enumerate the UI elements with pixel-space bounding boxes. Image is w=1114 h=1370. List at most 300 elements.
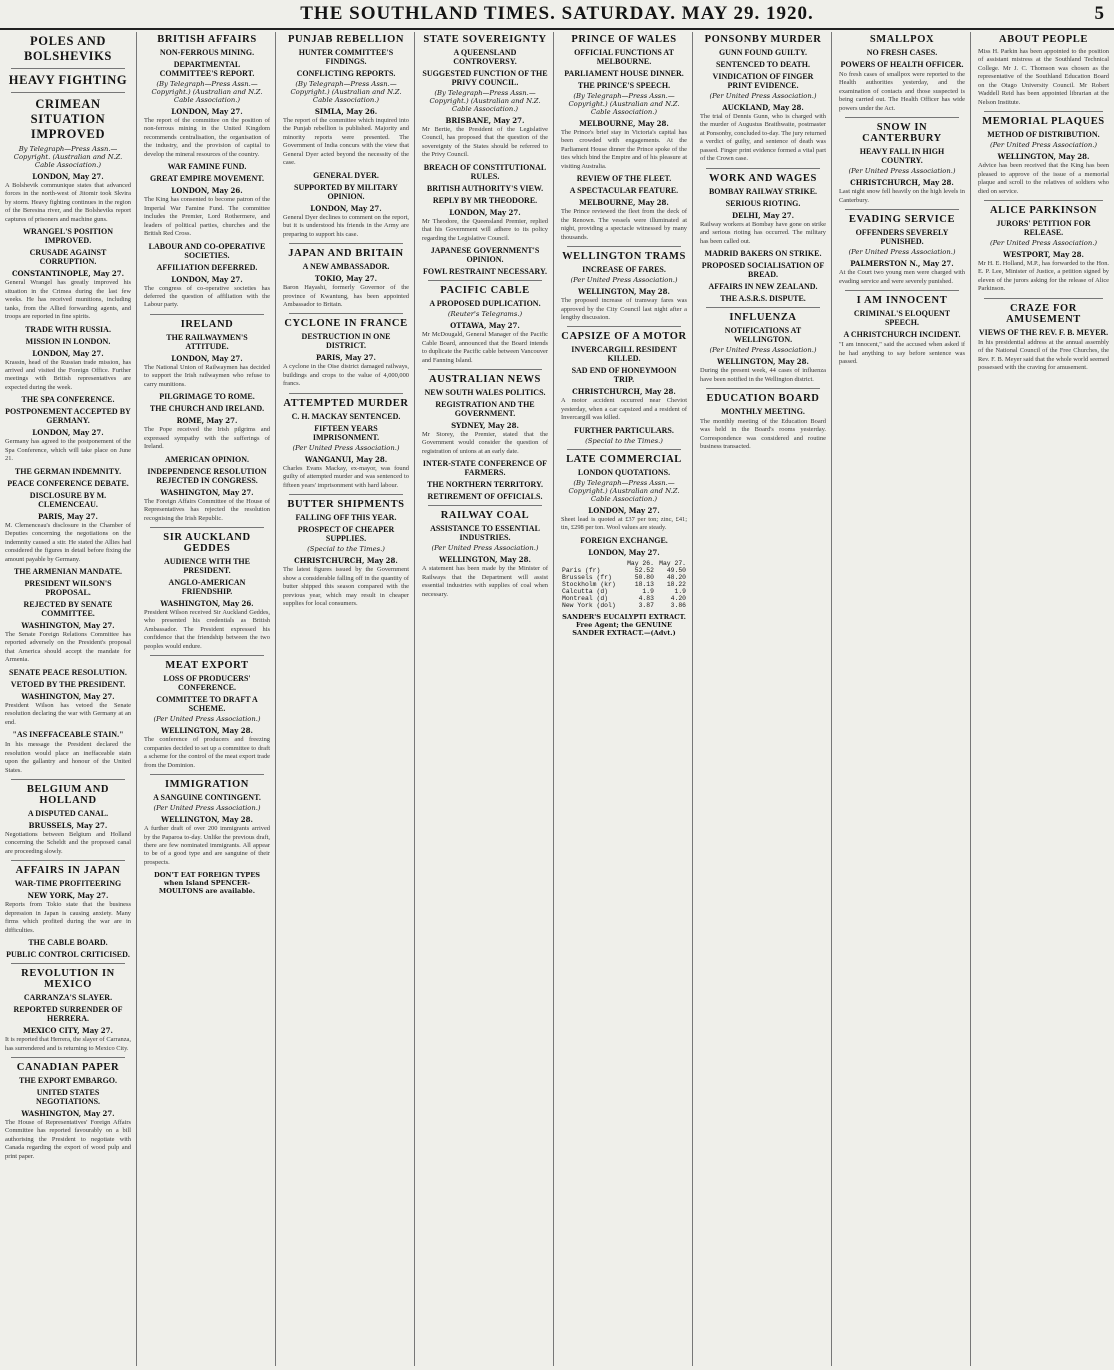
subheading: CRIMINAL'S ELOQUENT SPEECH.	[853, 309, 951, 328]
article-headline: CAPSIZE OF A MOTOR	[561, 331, 687, 343]
article-text: It is reported that Herrera, the slayer of Carranza, has surrendered and is returning to Mexico City.	[5, 1036, 131, 1052]
dateline: LONDON, May 27.	[171, 274, 243, 284]
article-text: The monthly meeting of the Education Board was held in the Board's rooms yesterday. Correspondence was considered and routine business transacted.	[700, 417, 826, 451]
article-text: A motor accident occurred near Cheviot yesterday, when a car capsized and a resident of Invercargill was killed.	[561, 397, 687, 422]
subheading: BOMBAY RAILWAY STRIKE.	[708, 186, 818, 196]
wire-credit: (Per United Press Association.)	[292, 443, 400, 452]
dateline: LONDON, May 27.	[588, 505, 660, 515]
subheading: UNITED STATES NEGOTIATIONS.	[35, 1088, 101, 1107]
article-headline: ATTEMPTED MURDER	[283, 397, 409, 409]
dateline: WASHINGTON, May 26.	[160, 598, 254, 608]
subheading: FALLING OFF THIS YEAR.	[295, 513, 397, 523]
subheading: PROSPECT OF CHEAPER SUPPLIES.	[297, 525, 395, 544]
article-text: The conference of producers and freezing companies decided to set up a committee to draft a scheme for the control of the meat export trade from the Dominion.	[144, 736, 270, 769]
article-headline: BELGIUM AND HOLLAND	[26, 783, 110, 806]
article-text: No fresh cases of smallpox were reported to the Health authorities yesterday, and the examination of contacts and those suspected is being carried out. The Health Officer has wide powers under the Act.	[839, 71, 965, 112]
table-row	[561, 602, 687, 609]
subheading: MADRID BAKERS ON STRIKE.	[704, 249, 822, 259]
article-headline: REVOLUTION IN MEXICO	[21, 968, 115, 991]
table-cell: Paris (fr)	[562, 566, 601, 574]
wire-credit: (By Telegraph—Press Assn.—Copyright.) (Australian and N.Z. Cable Association.)	[568, 92, 680, 116]
article-headline: BUTTER SHIPMENTS	[287, 499, 405, 511]
article-text: M. Clemenceau's disclosure in the Chamber of Deputies concerning the negotiations on the indemnity caused a stir. He stated the Allies had considered the figures in detail before fixing the amount payable by Germany.	[5, 521, 131, 563]
dateline: PARIS, May 27.	[316, 353, 376, 363]
subheading: NOTIFICATIONS AT WELLINGTON.	[724, 326, 802, 345]
article-text: "I am innocent," said the accused when asked if he had anything to say before sentence was passed.	[839, 341, 965, 365]
table-row	[561, 595, 687, 602]
column-3	[278, 32, 415, 1366]
dateline: LONDON, May 27.	[171, 107, 243, 116]
subheading: VETOED BY THE PRESIDENT.	[10, 679, 126, 689]
dateline: SIMLA, May 26.	[314, 107, 378, 116]
column-rule	[984, 298, 1103, 299]
article-text: The latest figures issued by the Government show a considerable falling off in the quantity of butter shipped this season compared with the previous year, which may result in cheaper supplies for local consumers.	[283, 566, 409, 607]
article-text: The trial of Dennis Gunn, who is charged with the murder of Augustus Braithwaite, postmaster at Ponsonby, concluded to-day. The jury returned a verdict of guilty, and sentence of death was passed. Finger print evidence formed a vital part of the Crown case.	[700, 113, 826, 163]
dateline: LONDON, May 27.	[32, 348, 104, 358]
table-cell: 4.20	[670, 594, 686, 602]
article-text: Baron Hayashi, formerly Governor of the province of Kwantung, has been appointed Ambassador to Britain.	[283, 284, 409, 308]
dateline: LONDON, May 27.	[32, 172, 104, 181]
dateline: WELLINGTON, May 28.	[997, 152, 1090, 162]
subheading: WRANGEL'S POSITION IMPROVED.	[22, 227, 114, 246]
subheading: FURTHER PARTICULARS.	[574, 425, 674, 435]
column-rule	[289, 393, 403, 394]
dateline: DELHI, May 27.	[731, 210, 795, 220]
wire-credit: (Per United Press Association.)	[709, 346, 817, 355]
subheading: DEPARTMENTAL COMMITTEE'S REPORT.	[159, 60, 255, 78]
subheading: A DISPUTED CANAL.	[27, 808, 109, 818]
article-text: Sheet lead is quoted at £37 per ton; zinc, £41; tin, £298 per ton. Wool values are steady.	[561, 515, 687, 532]
wire-credit: (Per United Press Association.)	[848, 167, 956, 176]
subheading: NON-FERROUS MINING.	[159, 48, 255, 57]
column-rule	[11, 779, 125, 780]
article-headline: IMMIGRATION	[165, 779, 249, 791]
column-1	[0, 32, 137, 1366]
article-headline: PONSONBY MURDER	[704, 34, 822, 45]
column-rule	[428, 505, 542, 506]
subheading: RETIREMENT OF OFFICIALS.	[427, 492, 543, 502]
page-number: 5	[1094, 3, 1104, 24]
table-cell: Stockholm (kr)	[562, 580, 616, 588]
column-rule	[706, 388, 820, 389]
table-header-cell	[561, 560, 623, 567]
article-text: The Prince reviewed the fleet from the deck of the Renown. The vessels were illuminated at night, providing a spectacle witnessed by many thousands.	[561, 208, 687, 241]
subheading: MISSION IN LONDON.	[25, 336, 111, 346]
subheading: REVIEW OF THE FLEET.	[576, 174, 672, 184]
dateline: WELLINGTON, May 28.	[161, 815, 253, 825]
column-rule	[845, 290, 959, 291]
subheading: JURORS' PETITION FOR RELEASE.	[996, 218, 1091, 237]
column-rule	[428, 280, 542, 281]
article-text: Krassin, head of the Russian trade mission, has arrived and visited the Foreign Office. Further meetings with British representatives are expected during the week.	[5, 358, 131, 391]
article-headline: ABOUT PEOPLE	[999, 34, 1088, 45]
subheading: METHOD OF DISTRIBUTION.	[987, 130, 1100, 140]
dateline: TOKIO, May 27.	[314, 274, 378, 284]
article-headline: HEAVY FIGHTING	[8, 73, 128, 87]
subheading: CRUSADE AGAINST CORRUPTION.	[29, 248, 107, 267]
subheading: GREAT EMPIRE MOVEMENT.	[149, 174, 264, 184]
dateline: WELLINGTON, May 28.	[578, 287, 670, 297]
subheading: BRITISH AUTHORITY'S VIEW.	[426, 183, 544, 193]
table-cell: Calcutta (d)	[562, 587, 609, 595]
subheading: ANGLO-AMERICAN FRIENDSHIP.	[168, 577, 246, 596]
subheading: THE NORTHERN TERRITORY.	[427, 480, 543, 490]
column-rule	[11, 1057, 125, 1058]
dateline: LONDON, May 27.	[32, 428, 104, 438]
wire-credit: (Special to the Times.)	[307, 545, 385, 554]
table-cell: 49.50	[666, 566, 686, 574]
subheading: REPORTED SURRENDER OF HERRERA.	[13, 1005, 123, 1024]
table-row	[561, 581, 687, 588]
table-cell: 18.13	[634, 580, 654, 588]
article-text: A cyclone in the Oise district damaged railways, buildings and crops to the value of 4,000,000 francs.	[283, 363, 409, 388]
column-rule	[567, 326, 681, 327]
column-rule	[150, 655, 264, 656]
article-text: Mr Bertie, the President of the Legislative Council, has proposed that the question of the sovereignty of the States should be referred to the Privy Council.	[422, 126, 548, 159]
dateline: PARIS, May 27.	[38, 511, 98, 521]
subheading: PEACE CONFERENCE DEBATE.	[7, 478, 129, 488]
subheading: DISCLOSURE BY M. CLEMENCEAU.	[29, 490, 107, 509]
article-text: The King has consented to become patron of the Imperial War Famine Fund. The committee includes the Premier, Lord Rothermere, and leaders of political parties, churches and the British Red Cross.	[144, 196, 270, 238]
article-headline: WELLINGTON TRAMS	[562, 251, 686, 263]
subheading: THE CABLE BOARD.	[28, 938, 108, 948]
subheading: GENERAL DYER.	[313, 170, 379, 180]
article-text: A Bolshevik communique states that advanced forces in the north-west of Jitomir took Skvira by storm. Heavy fighting continues in the region of the Beresina river, and the Bolsheviks report captures of prisoners and machine guns.	[5, 182, 131, 223]
subheading: LOSS OF PRODUCERS' CONFERENCE.	[163, 674, 251, 693]
subheading: INDEPENDENCE RESOLUTION REJECTED IN CONGRESS.	[147, 466, 267, 485]
subheading: REJECTED BY SENATE COMMITTEE.	[23, 599, 113, 618]
article-headline: CYCLONE IN FRANCE	[284, 318, 408, 330]
subheading: TRADE WITH RUSSIA.	[25, 324, 111, 334]
subheading: OFFENDERS SEVERELY PUNISHED.	[855, 228, 949, 247]
table-header-cell: May 27.	[659, 559, 686, 567]
dateline: WELLINGTON, May 28.	[439, 555, 531, 565]
article-headline: MEAT EXPORT	[165, 660, 249, 672]
article-text: Mr Storey, the Premier, stated that the Government would consider the question of registration of unions at an early date.	[422, 430, 548, 455]
subheading: MONTHLY MEETING.	[721, 406, 805, 416]
subheading: INVERCARGILL RESIDENT KILLED.	[571, 345, 677, 364]
wire-credit: (Per United Press Association.)	[153, 804, 261, 813]
column-rule	[289, 313, 403, 314]
dateline: WASHINGTON, May 27.	[21, 1109, 115, 1119]
table-row	[561, 567, 687, 574]
subheading: FOREIGN EXCHANGE.	[580, 535, 668, 545]
dateline: BRISBANE, May 27.	[445, 116, 525, 125]
subheading: CONFLICTING REPORTS.	[296, 69, 396, 78]
subheading: THE A.S.R.S. DISPUTE.	[720, 294, 806, 304]
table-cell: New York (dol)	[562, 601, 616, 609]
subheading: WAR FAMINE FUND.	[167, 162, 247, 172]
article-text: During the present week, 44 cases of influenza have been notified in the Wellington district.	[700, 367, 826, 383]
subheading: A NEW AMBASSADOR.	[302, 262, 390, 272]
wire-credit: (Reuter's Telegrams.)	[447, 310, 523, 319]
wire-credit: (By Telegraph—Press Assn.—Copyright.) (Australian and N.Z. Cable Association.)	[429, 89, 541, 113]
column-6	[695, 32, 832, 1366]
dateline: MELBOURNE, May 28.	[579, 119, 669, 128]
article-headline: JAPAN AND BRITAIN	[288, 248, 404, 260]
subheading: PROPOSED SOCIALISATION OF BREAD.	[701, 261, 825, 280]
article-headline: SMALLPOX	[869, 34, 935, 45]
table-row	[561, 574, 687, 581]
table-cell: Brussels (fr)	[562, 573, 612, 581]
article-text: The Foreign Affairs Committee of the House of Representatives has rejected the resolution recognising the Irish Republic.	[144, 497, 270, 522]
article-headline: STATE SOVEREIGNTY	[423, 34, 547, 45]
article-headline: AFFAIRS IN JAPAN	[15, 865, 121, 877]
column-rule	[428, 369, 542, 370]
subheading: AFFILIATION DEFERRED.	[156, 262, 258, 272]
exchange-table	[561, 560, 687, 609]
subheading: SERIOUS RIOTING.	[725, 198, 801, 208]
advertisement: SANDER'S EUCALYPTI EXTRACT. Free Agent; the GENUINE SANDER EXTRACT.—(Advt.)	[562, 612, 686, 637]
subheading: THE ARMENIAN MANDATE.	[13, 566, 123, 576]
column-rule	[289, 243, 403, 244]
subheading: A CHRISTCHURCH INCIDENT.	[843, 330, 961, 340]
subheading: CARRANZA'S SLAYER.	[23, 993, 113, 1003]
article-headline: IRELAND	[180, 318, 234, 330]
table-cell: 1.9	[642, 587, 654, 595]
subheading: PUBLIC CONTROL CRITICISED.	[6, 950, 130, 960]
article-text: The House of Representatives' Foreign Affairs Committee has reported favourably on a bill authorising the President to negotiate with Canada regarding the export of wood pulp and print paper.	[5, 1119, 131, 1160]
article-text: Miss H. Parkin has been appointed to the position of assistant mistress at the Southland Technical College. Mr J. C. Thomson was chosen as the representative of the Southland Education Board on the Otago University Council. Mr Robert Waddell Reid has been appointed librarian at the Nelson Institute.	[978, 48, 1109, 106]
column-rule	[845, 117, 959, 118]
subheading: HEAVY FALL IN HIGH COUNTRY.	[859, 147, 945, 166]
table-cell: 52.52	[634, 566, 654, 574]
dateline: WELLINGTON, May 28.	[161, 726, 253, 736]
article-text: At the Court two young men were charged with evading service and were severely punished.	[839, 269, 965, 285]
article-text: Reports from Tokio state that the business depression in Japan is causing anxiety. Many firms which profited during the war are in difficulties.	[5, 901, 131, 934]
article-headline: CRAZE FOR AMUSEMENT	[1006, 302, 1081, 325]
subheading: SENATE PEACE RESOLUTION.	[9, 667, 127, 677]
column-rule	[11, 92, 125, 93]
wire-credit: (By Telegraph—Press Assn.—Copyright.) (Australian and N.Z. Cable Association.)	[290, 80, 402, 104]
subheading: THE PRINCE'S SPEECH.	[577, 81, 671, 90]
subheading: THE SPA CONFERENCE.	[21, 395, 115, 405]
table-header-cell: May 26.	[627, 559, 654, 567]
table-cell: 48.20	[666, 573, 686, 581]
subheading: SUGGESTED FUNCTION OF THE PRIVY COUNCIL.	[422, 69, 548, 87]
dateline: CHRISTCHURCH, May 28.	[850, 178, 954, 188]
wire-credit: (By Telegraph—Press Assn.—Copyright.) (Australian and N.Z. Cable Association.)	[568, 478, 680, 503]
dateline: LONDON, May 26.	[171, 186, 243, 196]
subheading: INTER-STATE CONFERENCE OF FARMERS.	[422, 459, 548, 478]
dateline: LONDON, May 27.	[310, 203, 382, 213]
subheading: JAPANESE GOVERNMENT'S OPINION.	[430, 246, 540, 265]
column-rule	[11, 68, 125, 69]
dateline: NEW YORK, May 27.	[27, 891, 109, 901]
subheading: C. H. MACKAY SENTENCED.	[291, 411, 401, 421]
article-text: The proposed increase of tramway fares was approved by the City Council last night after a lengthy discussion.	[561, 297, 687, 321]
table-cell: Montreal (d)	[562, 594, 609, 602]
column-rule	[150, 527, 264, 528]
dateline: WASHINGTON, May 27.	[160, 487, 254, 497]
subheading: VINDICATION OF FINGER PRINT EVIDENCE.	[712, 72, 814, 90]
column-rule	[567, 246, 681, 247]
column-4	[417, 32, 554, 1366]
dateline: WANGANUI, May 28.	[304, 454, 388, 464]
column-rule	[706, 307, 820, 308]
article-headline: EVADING SERVICE	[848, 214, 956, 226]
subheading: POWERS OF HEALTH OFFICER.	[840, 60, 964, 69]
wire-credit: (Per United Press Association.)	[431, 544, 539, 553]
article-text: The Prince's brief stay in Victoria's capital has been crowded with engagements. At the Parliament House dinner the Prince spoke of the ties which bind the Empire and of his pleasure at visiting Australia.	[561, 129, 687, 170]
subheading: A PROPOSED DUPLICATION.	[429, 299, 541, 309]
wire-credit: By Telegraph—Press Assn.—Copyright. (Australian and N.Z. Cable Association.)	[13, 145, 123, 169]
dateline: PALMERSTON N., May 27.	[850, 259, 954, 269]
subheading: SUPPORTED BY MILITARY OPINION.	[294, 182, 398, 201]
subheading: THE CHURCH AND IRELAND.	[149, 404, 265, 414]
subheading: THE GERMAN INDEMNITY.	[14, 466, 122, 476]
article-headline: CANADIAN PAPER	[16, 1062, 120, 1074]
table-row	[561, 588, 687, 595]
subheading: OFFICIAL FUNCTIONS AT MELBOURNE.	[574, 48, 674, 66]
article-text: In his message the President declared the resolution would place an ineffaceable stain upon the gallantry and honour of the United States.	[5, 741, 131, 774]
article-text: The report of the committee which inquired into the Punjab rebellion is published. Majority and minority reports were presented. The Government of India concurs with the view that General Dyer acted beyond the necessity of the case.	[283, 117, 409, 167]
subheading: POSTPONEMENT ACCEPTED BY GERMANY.	[5, 407, 131, 426]
subheading: REGISTRATION AND THE GOVERNMENT.	[435, 399, 535, 418]
article-headline: POLES AND BOLSHEVIKS	[24, 34, 112, 63]
article-headline: CRIMEAN SITUATION IMPROVED	[30, 97, 106, 141]
article-text: Germany has agreed to the postponement of the Spa Conference, which will take place on June 21.	[5, 438, 131, 463]
article-text: Mr McDougald, General Manager of the Pacific Cable Board, announced that the Board intends to duplicate the Pacific cable between Vancouver and Fanning Island.	[422, 331, 548, 364]
article-text: General Dyer declines to comment on the report, but it is understood his friends in the Army are preparing to support his case.	[283, 213, 409, 238]
wire-credit: (Per United Press Association.)	[989, 141, 1098, 150]
subheading: GUNN FOUND GUILTY.	[718, 48, 808, 57]
subheading: LONDON QUOTATIONS.	[577, 467, 671, 477]
subheading: SENTENCED TO DEATH.	[715, 60, 811, 69]
subheading: "AS INEFFACEABLE STAIN."	[12, 730, 124, 740]
article-text: A further draft of over 200 immigrants arrived by the Paparoa to-day. Unlike the previous draft, there are few nominated immigrants. All appear to be of a good type and are sanguine of their prospects.	[144, 825, 270, 866]
dateline: LONDON, May 27.	[588, 547, 660, 557]
dateline: BRUSSELS, May 27.	[28, 820, 108, 830]
column-rule	[567, 449, 681, 450]
wire-credit: (Special to the Times.)	[585, 436, 663, 445]
article-headline: WORK AND WAGES	[709, 172, 817, 184]
subheading: PARLIAMENT HOUSE DINNER.	[564, 69, 684, 78]
dateline: LONDON, May 27.	[171, 353, 243, 363]
dateline: AUCKLAND, May 28.	[722, 103, 804, 112]
subheading: A SANGUINE CONTINGENT.	[153, 793, 261, 803]
article-text: The National Union of Railwaymen has decided to support the Irish railwaymen who refuse to carry munitions.	[144, 363, 270, 388]
subheading: PRESIDENT WILSON'S PROPOSAL.	[24, 578, 112, 597]
subheading: NEW SOUTH WALES POLITICS.	[424, 387, 546, 397]
subheading: THE EXPORT EMBARGO.	[18, 1076, 118, 1086]
article-headline: RAILWAY COAL	[440, 510, 530, 522]
dateline: SYDNEY, May 28.	[451, 420, 519, 430]
table-header-row	[561, 560, 687, 567]
subheading: COMMITTEE TO DRAFT A SCHEME.	[156, 695, 258, 714]
dateline: LONDON, May 27.	[449, 207, 521, 217]
wire-credit: (Per United Press Association.)	[848, 248, 956, 257]
article-text: In his presidential address at the annual assembly of the National Council of the Free Churches, the Rev. F. B. Meyer said that the whole world seemed possessed with the craving for amusement.	[978, 338, 1109, 372]
subheading: DESTRUCTION IN ONE DISTRICT.	[301, 332, 391, 351]
dateline: MEXICO CITY, May 27.	[23, 1026, 113, 1036]
subheading: AFFAIRS IN NEW ZEALAND.	[708, 282, 818, 292]
masthead	[0, 0, 1114, 30]
column-rule	[11, 963, 125, 964]
table-cell: 3.87	[638, 601, 654, 609]
article-text: Charles Evans Mackay, ex-mayor, was found guilty of attempted murder and was sentenced to fifteen years' imprisonment with hard labour.	[283, 464, 409, 489]
article-text: Mr Theodore, the Queensland Premier, replied that his Government will adhere to its policy regarding the Legislative Council.	[422, 217, 548, 242]
article-text: The Senate Foreign Relations Committee has reported adversely on the President's proposal that America should accept the mandate for Armenia.	[5, 630, 131, 664]
column-7	[834, 32, 971, 1366]
subheading: BREACH OF CONSTITUTIONAL RULES.	[423, 162, 547, 181]
subheading: HUNTER COMMITTEE'S FINDINGS.	[298, 48, 394, 66]
dateline: CONSTANTINOPLE, May 27.	[11, 269, 125, 279]
article-text: The report of the committee on the position of non-ferrous mining in the United Kingdom recommends centralisation, the organisation of the industry, and the provision of capital to develop the mineral resources of the country.	[144, 117, 270, 158]
article-headline: LATE COMMERCIAL	[566, 453, 682, 465]
subheading: VIEWS OF THE REV. F. B. MEYER.	[978, 327, 1109, 337]
table-cell: 1.9	[674, 587, 686, 595]
column-2	[139, 32, 276, 1366]
subheading: PILGRIMAGE TO ROME.	[159, 392, 255, 402]
dateline: ROME, May 27.	[176, 416, 238, 426]
subheading: ASSISTANCE TO ESSENTIAL INDUSTRIES.	[430, 524, 540, 543]
article-headline: BRITISH AFFAIRS	[157, 34, 257, 45]
dateline: WESTPORT, May 28.	[1003, 249, 1084, 259]
article-text: General Wrangel has greatly improved his situation in the Crimea during the last few weeks. He has received munitions, including tanks, from the Allied forwarding agents, and troops are reported in fine spirits.	[5, 279, 131, 321]
subheading: WAR-TIME PROFITEERING	[14, 879, 122, 889]
column-rule	[289, 494, 403, 495]
subheading: THE RAILWAYMEN'S ATTITUDE.	[166, 332, 248, 351]
article-headline: PRINCE OF WALES	[571, 34, 677, 45]
article-text: Negotiations between Belgium and Holland concerning the Scheldt and the proposed canal are proceeding slowly.	[5, 830, 131, 855]
column-8	[973, 32, 1114, 1366]
wire-credit: (Per United Press Association.)	[570, 276, 678, 285]
article-headline: INFLUENZA	[729, 312, 797, 324]
dateline: WELLINGTON, May 28.	[717, 357, 809, 367]
table-cell: 3.86	[670, 601, 686, 609]
subheading: REPLY BY MR THEODORE.	[432, 195, 538, 205]
wire-credit: (Per United Press Association.)	[153, 715, 261, 724]
subheading: FIFTEEN YEARS IMPRISONMENT.	[312, 423, 380, 442]
article-headline: ALICE PARKINSON	[989, 204, 1098, 216]
column-rule	[706, 168, 820, 169]
article-headline: EDUCATION BOARD	[706, 392, 820, 404]
article-text: The congress of co-operative societies has deferred the question of affiliation with the Labour party.	[144, 284, 270, 309]
table-cell: 4.83	[638, 594, 654, 602]
column-rule	[11, 860, 125, 861]
article-headline: I AM INNOCENT	[856, 295, 948, 307]
dateline: CHRISTCHURCH, May 28.	[294, 556, 398, 566]
subheading: SAD END OF HONEYMOON TRIP.	[571, 366, 677, 385]
article-headline: PUNJAB REBELLION	[287, 34, 405, 45]
column-5	[556, 32, 693, 1366]
dateline: WASHINGTON, May 27.	[21, 691, 115, 701]
dateline: WASHINGTON, May 27.	[21, 620, 115, 630]
subheading: A QUEENSLAND CONTROVERSY.	[453, 48, 517, 66]
article-headline: SIR AUCKLAND GEDDES	[163, 531, 251, 554]
article-headline: MEMORIAL PLAQUES	[982, 116, 1105, 128]
article-text: The Pope received the Irish pilgrims and expressed sympathy with the sufferings of Ireland.	[144, 426, 270, 451]
article-text: Mr H. E. Holland, M.P., has forwarded to the Hon. E. P. Lee, Minister of Justice, a petition signed by eleven of the jurors asking for the release of Alice Parkinson.	[978, 259, 1109, 293]
article-text: Advice has been received that the King has been pleased to approve of the issue of a memorial plaque and scroll to the relatives of soldiers who died on service.	[978, 162, 1109, 195]
dateline: OTTAWA, May 27.	[450, 321, 520, 331]
wire-credit: (Per United Press Association.)	[709, 92, 817, 100]
subheading: A SPECTACULAR FEATURE.	[569, 186, 679, 196]
table-cell: 18.22	[666, 580, 686, 588]
wire-credit: (Per United Press Association.)	[989, 238, 1098, 247]
column-rule	[845, 209, 959, 210]
article-text: President Wilson has vetoed the Senate resolution declaring the war with Germany at an end.	[5, 701, 131, 726]
column-rule	[984, 200, 1103, 201]
article-headline: SNOW IN CANTERBURY	[862, 122, 942, 145]
wire-credit: (By Telegraph—Press Assn.—Copyright.) (Australian and N.Z. Cable Association.)	[151, 80, 263, 104]
article-headline: PACIFIC CABLE	[440, 285, 530, 297]
subheading: AUDIENCE WITH THE PRESIDENT.	[164, 556, 250, 575]
dateline: MELBOURNE, May 28.	[579, 198, 669, 208]
dateline: CHRISTCHURCH, May 28.	[572, 387, 676, 397]
column-rule	[984, 111, 1103, 112]
